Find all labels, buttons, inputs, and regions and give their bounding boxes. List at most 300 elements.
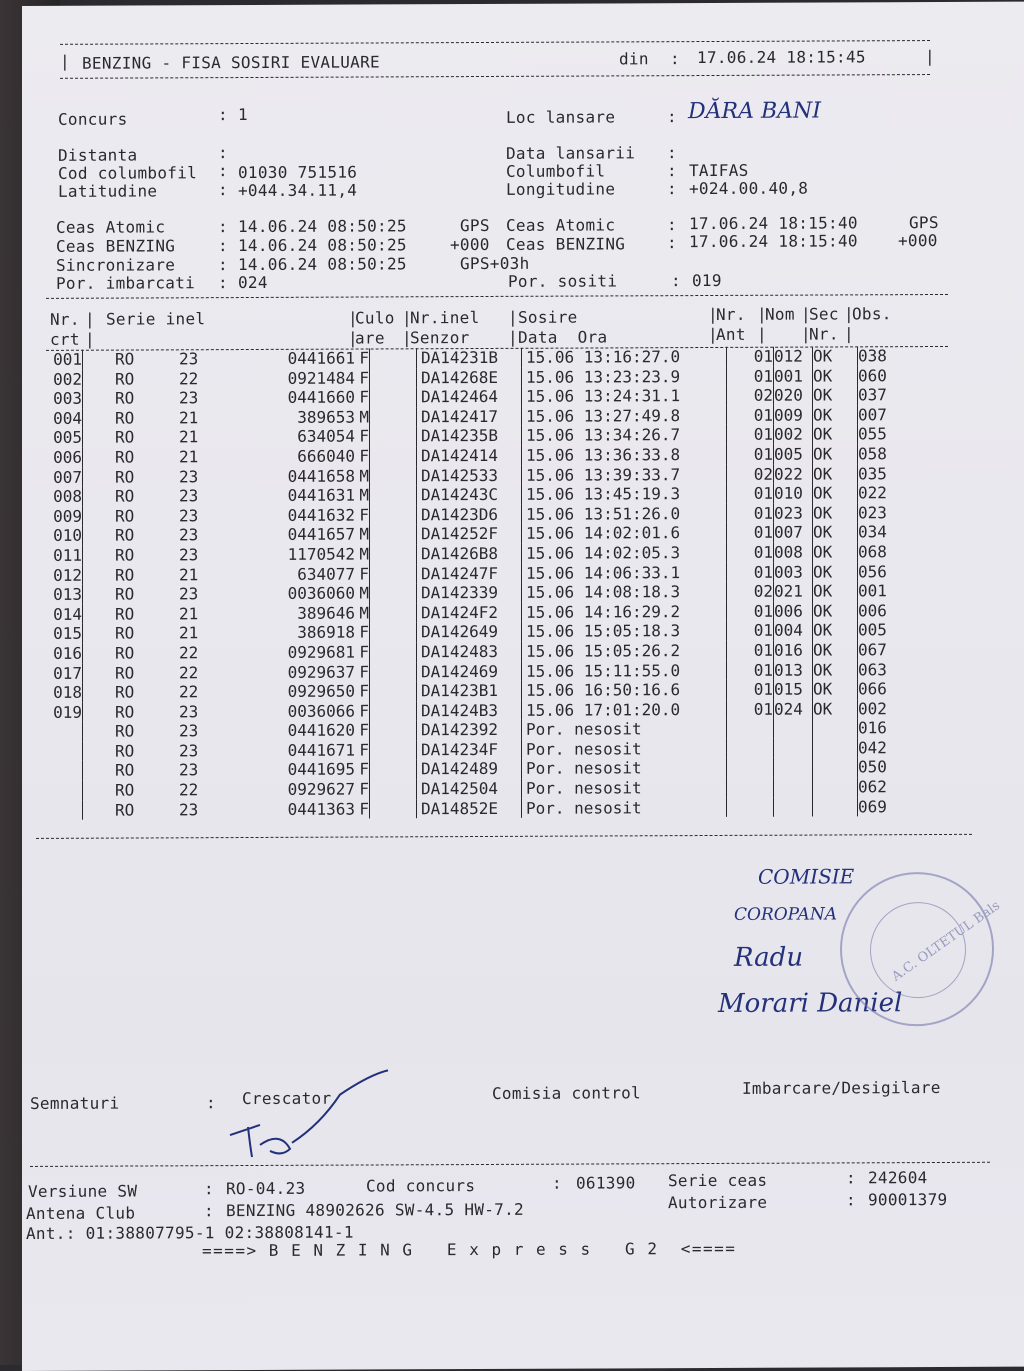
row-country: RO xyxy=(83,624,174,644)
row-ring-number: 0921484 xyxy=(287,368,355,388)
row-nr: 009 xyxy=(53,506,82,526)
latitudine-colon: : xyxy=(218,180,228,200)
row-color xyxy=(370,583,417,603)
col-sec-2: Nr. xyxy=(809,324,839,344)
row-antenna: 01 xyxy=(727,621,774,641)
commission-title-handwritten: COMISIE xyxy=(758,864,855,889)
colon: : xyxy=(204,1201,214,1221)
col-divider: | xyxy=(85,309,95,329)
row-arrival: 15.06 13:16:27.0 xyxy=(522,347,727,367)
row-country: RO xyxy=(83,506,174,526)
row-nom: 010 xyxy=(774,484,813,504)
row-nr: 006 xyxy=(53,447,82,467)
row-ring-number: 666040 xyxy=(297,446,355,466)
row-obs: 023 xyxy=(858,503,909,523)
data-lansarii-colon: : xyxy=(667,143,677,163)
club-stamp xyxy=(840,872,1003,1027)
row-nr: 002 xyxy=(53,369,82,389)
row-nom: 009 xyxy=(774,405,813,425)
row-nom: 006 xyxy=(774,601,813,621)
row-sex: M xyxy=(359,466,369,486)
col-serie: Serie inel xyxy=(106,309,206,329)
row-ring-number: 634077 xyxy=(297,564,355,584)
row-sec: OK xyxy=(813,366,858,386)
ceas-atomic-label: Ceas Atomic xyxy=(56,217,166,237)
row-sex: F xyxy=(359,701,369,721)
row-ring-number: 0929637 xyxy=(287,662,355,682)
row-nr: 004 xyxy=(53,408,82,428)
row-sensor: DA142504 xyxy=(417,779,522,799)
por-sositi-value: 019 xyxy=(692,270,722,291)
ceas-atomic-left: 14.06.24 08:50:25 xyxy=(238,216,407,237)
concurs-value: 1 xyxy=(238,105,248,125)
serie-ceas-label: Serie ceas xyxy=(668,1170,768,1191)
row-year: 22 xyxy=(179,780,199,800)
row-color xyxy=(370,387,417,407)
row-nom xyxy=(774,778,813,798)
row-country: RO xyxy=(83,604,174,624)
row-color xyxy=(370,701,417,721)
row-sex: F xyxy=(359,446,369,466)
row-sec: OK xyxy=(813,621,858,641)
row-nom: 004 xyxy=(774,621,813,641)
row-year: 21 xyxy=(179,427,199,447)
row-sensor: DA142533 xyxy=(417,465,522,485)
row-color xyxy=(370,407,417,427)
row-arrival: 15.06 14:02:01.6 xyxy=(522,523,727,543)
row-nom: 001 xyxy=(774,366,813,386)
row-year: 22 xyxy=(179,368,199,388)
row-arrival: 15.06 13:51:26.0 xyxy=(522,504,727,524)
row-sex: F xyxy=(359,348,369,368)
ceas-atomic-left-src: GPS xyxy=(460,215,490,236)
cod-concurs-label: Cod concurs xyxy=(366,1176,476,1196)
autorizare-value: 90001379 xyxy=(868,1189,948,1210)
col-divider: | xyxy=(402,328,412,348)
row-antenna: 01 xyxy=(727,503,774,523)
row-antenna: 01 xyxy=(727,445,774,465)
row-antenna: 01 xyxy=(727,601,774,621)
row-sec: OK xyxy=(813,405,858,425)
colon: : xyxy=(846,1190,856,1210)
row-color xyxy=(370,721,417,741)
report-title: BENZING - FISA SOSIRI EVALUARE xyxy=(82,52,380,73)
row-ring-number: 0441658 xyxy=(287,466,355,486)
row-sex: F xyxy=(359,799,369,819)
col-divider: | xyxy=(85,329,95,349)
row-antenna: 01 xyxy=(727,641,774,661)
colon: : xyxy=(204,1179,214,1199)
row-year: 21 xyxy=(179,447,199,467)
row-sec: OK xyxy=(813,386,858,406)
row-color xyxy=(370,525,417,545)
commission-signature-1: COROPANA xyxy=(734,904,837,925)
row-country: RO xyxy=(83,467,174,487)
row-arrival: 15.06 13:23:23.9 xyxy=(522,367,727,387)
concurs-label: Concurs xyxy=(58,109,128,129)
row-sensor: DA14252F xyxy=(417,524,522,544)
table-bottom-rule xyxy=(36,834,972,839)
col-nr-1: Nr. xyxy=(50,309,80,329)
row-nr: 019 xyxy=(53,702,82,722)
row-sensor: DA142489 xyxy=(417,759,522,779)
ceas-benzing-left-offset: +000 xyxy=(450,234,490,255)
report-date-colon: : xyxy=(670,49,680,69)
row-sec: OK xyxy=(813,464,858,484)
row-sec: OK xyxy=(813,699,858,719)
row-sex: M xyxy=(359,603,369,623)
versiune-sw-label: Versiune SW xyxy=(28,1181,138,1201)
row-nr: 005 xyxy=(53,428,82,448)
row-arrival: 15.06 14:08:18.3 xyxy=(522,582,727,602)
row-sec: OK xyxy=(813,484,858,504)
row-ring-number: 389653 xyxy=(297,407,355,427)
col-divider: | xyxy=(844,304,854,324)
row-antenna xyxy=(727,797,774,817)
row-antenna: 01 xyxy=(727,406,774,426)
row-obs: 005 xyxy=(858,620,909,640)
row-country: RO xyxy=(83,682,174,702)
row-year: 22 xyxy=(179,662,199,682)
row-ring-number: 0929650 xyxy=(287,681,355,701)
row-ring-number: 0441631 xyxy=(287,485,355,505)
row-nr: 008 xyxy=(53,486,82,507)
row-country: RO xyxy=(83,663,174,683)
header-bottom-rule xyxy=(60,74,930,79)
semnaturi-label: Semnaturi xyxy=(30,1093,120,1113)
row-arrival: 15.06 15:05:26.2 xyxy=(522,641,727,661)
row-year: 23 xyxy=(179,741,199,761)
row-antenna: 01 xyxy=(727,660,774,680)
cod-columbofil-label: Cod columbofil xyxy=(58,163,198,183)
row-ring-number: 0441363 xyxy=(287,799,355,819)
row-year: 21 xyxy=(179,408,199,428)
row-obs: 037 xyxy=(858,385,909,405)
col-divider: | xyxy=(508,327,518,347)
row-sex: F xyxy=(359,622,369,642)
row-country: RO xyxy=(83,741,174,761)
club-stamp-text: A.C. OLTETUL Bals xyxy=(889,898,1003,985)
longitudine-label: Longitudine xyxy=(506,179,616,199)
row-sensor: DA14243C xyxy=(417,485,522,505)
colon: : xyxy=(667,215,677,235)
row-antenna: 01 xyxy=(727,523,774,543)
versiune-sw-value: RO-04.23 xyxy=(226,1178,306,1199)
row-obs: 067 xyxy=(858,640,909,660)
row-nom xyxy=(774,758,813,778)
row-sex: M xyxy=(359,583,369,603)
benzing-express-brand: ====> B E N Z I N G E x p r e s s G 2 <==== xyxy=(202,1238,737,1261)
row-arrival: 15.06 13:34:26.7 xyxy=(522,425,727,445)
sincronizare-label: Sincronizare xyxy=(56,255,176,275)
row-sensor: DA1423D6 xyxy=(417,505,522,525)
row-sex: F xyxy=(359,387,369,407)
col-divider: | xyxy=(757,304,767,324)
por-imbarcati-label: Por. imbarcati xyxy=(56,273,196,293)
colon: : xyxy=(206,1093,216,1113)
loc-lansare-handwritten: DĂRA BANI xyxy=(688,98,821,125)
row-sex: F xyxy=(359,661,369,682)
row-obs: 038 xyxy=(858,346,909,366)
row-antenna xyxy=(727,778,774,798)
row-sex: M xyxy=(359,485,369,505)
row-sec: OK xyxy=(813,679,858,699)
row-antenna xyxy=(727,758,774,778)
col-divider: | xyxy=(708,304,718,325)
row-color xyxy=(370,740,417,760)
row-sex: F xyxy=(359,779,369,799)
antenna-serials: Ant.: 01:38807795-1 02:38808141-1 xyxy=(26,1222,354,1243)
row-country: RO xyxy=(83,584,174,604)
row-arrival: 15.06 13:39:33.7 xyxy=(522,464,727,484)
row-antenna: 01 xyxy=(727,347,774,367)
row-nr: 018 xyxy=(53,682,82,702)
row-sex: M xyxy=(359,544,369,564)
ceas-benzing-label: Ceas BENZING xyxy=(56,236,176,256)
col-divider: | xyxy=(801,304,811,324)
row-nom: 015 xyxy=(774,680,813,700)
row-country: RO xyxy=(83,780,174,800)
autorizare-label: Autorizare xyxy=(668,1192,768,1213)
header-left-bar: | xyxy=(60,51,70,71)
comisia-control-label: Comisia control xyxy=(492,1083,641,1103)
row-nr: 007 xyxy=(53,467,82,487)
col-nrinel-2: Senzor xyxy=(410,328,470,348)
row-sex: F xyxy=(359,426,369,446)
antena-club-value: BENZING 48902626 SW-4.5 HW-7.2 xyxy=(226,1199,524,1221)
ceas-atomic-right: 17.06.24 18:15:40 xyxy=(689,213,858,234)
row-sec xyxy=(813,777,858,797)
row-year: 22 xyxy=(179,643,199,663)
row-nom: 007 xyxy=(774,523,813,543)
data-lansarii-label: Data lansarii xyxy=(506,143,636,163)
row-color xyxy=(370,623,417,643)
row-sensor: DA142483 xyxy=(417,642,522,662)
header-top-rule xyxy=(60,40,930,45)
row-year: 23 xyxy=(179,466,199,486)
report-date-label: din xyxy=(619,49,649,69)
col-ant-2: Ant xyxy=(716,324,746,344)
row-sec: OK xyxy=(813,425,858,445)
row-obs: 042 xyxy=(858,738,909,758)
row-obs: 006 xyxy=(858,601,909,621)
table-top-rule xyxy=(46,294,948,299)
row-sex: F xyxy=(359,740,369,760)
row-sex: F xyxy=(359,505,369,525)
distanta-label: Distanta xyxy=(58,145,138,165)
row-arrival: Por. nesosit xyxy=(522,719,727,739)
row-antenna: 01 xyxy=(727,699,774,719)
row-sec: OK xyxy=(813,660,858,680)
row-year: 23 xyxy=(179,721,199,741)
colon: : xyxy=(846,1168,856,1188)
row-antenna xyxy=(727,719,774,739)
row-color xyxy=(370,662,417,682)
row-obs: 062 xyxy=(858,777,909,797)
row-color xyxy=(370,760,417,780)
row-sensor: DA14852E xyxy=(417,798,522,818)
row-antenna: 02 xyxy=(727,386,774,406)
colon: : xyxy=(671,271,681,291)
row-sec: OK xyxy=(813,542,858,562)
row-country: RO xyxy=(83,526,174,546)
row-obs: 022 xyxy=(858,483,909,503)
col-divider: | xyxy=(402,308,412,328)
columbofil-colon: : xyxy=(667,161,677,181)
row-arrival: 15.06 13:45:19.3 xyxy=(522,484,727,504)
row-color xyxy=(370,564,417,584)
ceas-benzing-label-right: Ceas BENZING xyxy=(506,234,626,254)
row-sec: OK xyxy=(813,581,858,601)
latitudine-label: Latitudine xyxy=(58,181,158,201)
row-nr: 016 xyxy=(53,643,82,663)
longitudine-colon: : xyxy=(667,179,677,199)
row-sex: M xyxy=(359,524,369,544)
row-sec: OK xyxy=(813,562,858,582)
row-sec: OK xyxy=(813,523,858,543)
col-nrinel-1: Nr.inel xyxy=(410,308,480,328)
crescator-label: Crescator xyxy=(242,1088,332,1109)
row-sec xyxy=(813,719,858,739)
row-arrival: 15.06 13:24:31.1 xyxy=(522,386,727,406)
col-divider: | xyxy=(801,324,811,344)
row-antenna: 01 xyxy=(727,425,774,445)
row-ring-number: 389646 xyxy=(297,603,355,623)
row-nr: 012 xyxy=(53,565,82,585)
crescator-signature-scribble xyxy=(220,1064,400,1165)
row-sec xyxy=(813,738,858,758)
por-sositi-label: Por. sositi xyxy=(508,271,618,291)
footer-rule xyxy=(30,1162,990,1167)
row-sensor: DA142417 xyxy=(417,407,522,427)
row-nom: 022 xyxy=(774,464,813,484)
cod-columbofil-value: 01030 751516 xyxy=(238,162,358,183)
col-sosire-1: Sosire xyxy=(518,307,578,327)
row-sensor: DA142649 xyxy=(417,622,522,642)
colon: : xyxy=(218,217,228,237)
row-nr xyxy=(38,800,83,820)
row-sensor: DA14231B xyxy=(417,348,522,368)
row-nom: 020 xyxy=(774,386,813,406)
row-sensor: DA1426B8 xyxy=(417,544,522,564)
row-color xyxy=(370,642,417,662)
row-nom xyxy=(774,719,813,739)
row-country: RO xyxy=(83,408,174,428)
row-antenna xyxy=(727,739,774,759)
row-obs: 034 xyxy=(858,522,909,542)
row-arrival: Por. nesosit xyxy=(522,739,727,759)
row-sec: OK xyxy=(813,640,858,660)
row-sensor: DA14268E xyxy=(417,367,522,387)
row-sex: F xyxy=(359,759,369,779)
row-arrival: Por. nesosit xyxy=(522,778,727,798)
row-obs: 002 xyxy=(858,699,909,719)
colon: : xyxy=(667,233,677,253)
row-obs: 060 xyxy=(858,366,909,386)
distanta-colon: : xyxy=(218,143,228,163)
row-obs: 069 xyxy=(858,797,909,817)
antena-club-label: Antena Club xyxy=(26,1203,136,1223)
colon: : xyxy=(218,255,228,275)
row-ring-number: 0929681 xyxy=(287,642,355,662)
row-color xyxy=(370,544,417,564)
row-color xyxy=(370,446,417,466)
ceas-benzing-right-offset: +000 xyxy=(898,231,938,251)
col-ant-1: Nr. xyxy=(716,304,746,324)
row-nom: 003 xyxy=(774,562,813,582)
row-obs: 063 xyxy=(858,660,909,680)
row-nom: 012 xyxy=(774,347,813,367)
commission-signature-2: Radu xyxy=(734,942,804,973)
row-country: RO xyxy=(83,486,174,506)
row-year: 21 xyxy=(179,623,199,643)
col-divider: | xyxy=(708,324,718,345)
row-nom: 008 xyxy=(774,542,813,562)
col-culoare-1: Culo xyxy=(355,308,395,328)
row-sensor: DA14235B xyxy=(417,426,522,446)
row-sec: OK xyxy=(813,601,858,621)
row-color xyxy=(370,799,417,819)
row-year: 23 xyxy=(179,799,199,819)
col-nr-2: crt xyxy=(50,329,80,349)
row-country: RO xyxy=(83,545,174,565)
row-sensor: DA14247F xyxy=(417,563,522,583)
cod-columbofil-colon: : xyxy=(218,161,228,181)
row-ring-number: 0441657 xyxy=(287,524,355,545)
row-arrival: Por. nesosit xyxy=(522,758,727,778)
row-obs: 001 xyxy=(858,581,909,601)
row-year: 23 xyxy=(179,505,199,526)
ceas-atomic-label-right: Ceas Atomic xyxy=(506,215,616,235)
ceas-benzing-left: 14.06.24 08:50:25 xyxy=(238,235,407,256)
row-country: RO xyxy=(83,643,174,663)
row-sex: F xyxy=(359,564,369,584)
row-sec xyxy=(813,797,858,817)
commission-signature-3: Morari Daniel xyxy=(718,988,903,1019)
row-color xyxy=(370,427,417,447)
row-sensor: DA14234F xyxy=(417,740,522,760)
row-obs: 068 xyxy=(858,542,909,562)
col-divider: | xyxy=(757,324,767,344)
row-sec: OK xyxy=(813,503,858,523)
columbofil-value: TAIFAS xyxy=(689,160,749,181)
row-nr: 003 xyxy=(53,388,82,409)
row-arrival: 15.06 16:50:16.6 xyxy=(522,680,727,700)
row-obs: 055 xyxy=(858,425,909,445)
row-antenna: 01 xyxy=(727,680,774,700)
cod-concurs-value: 061390 xyxy=(576,1173,636,1193)
row-arrival: 15.06 14:06:33.1 xyxy=(522,562,727,582)
row-ring-number: 1170542 xyxy=(287,544,355,564)
row-ring-number: 0441695 xyxy=(287,760,355,780)
col-culoare-2: are xyxy=(355,328,385,348)
row-country: RO xyxy=(83,702,174,722)
row-country: RO xyxy=(83,349,174,369)
row-ring-number: 0441661 xyxy=(287,348,355,368)
row-sec xyxy=(813,758,858,778)
row-nom: 016 xyxy=(774,640,813,660)
row-color xyxy=(370,681,417,701)
ceas-atomic-right-src: GPS xyxy=(909,212,939,233)
row-antenna: 01 xyxy=(727,484,774,504)
row-sensor: DA1424B3 xyxy=(417,701,522,721)
col-sec-1: Sec xyxy=(809,304,839,324)
report-date-value: 17.06.24 18:15:45 xyxy=(697,47,866,68)
row-color xyxy=(370,466,417,486)
row-nr: 015 xyxy=(53,624,82,644)
row-sensor: DA142414 xyxy=(417,446,522,466)
row-obs: 050 xyxy=(858,758,909,778)
